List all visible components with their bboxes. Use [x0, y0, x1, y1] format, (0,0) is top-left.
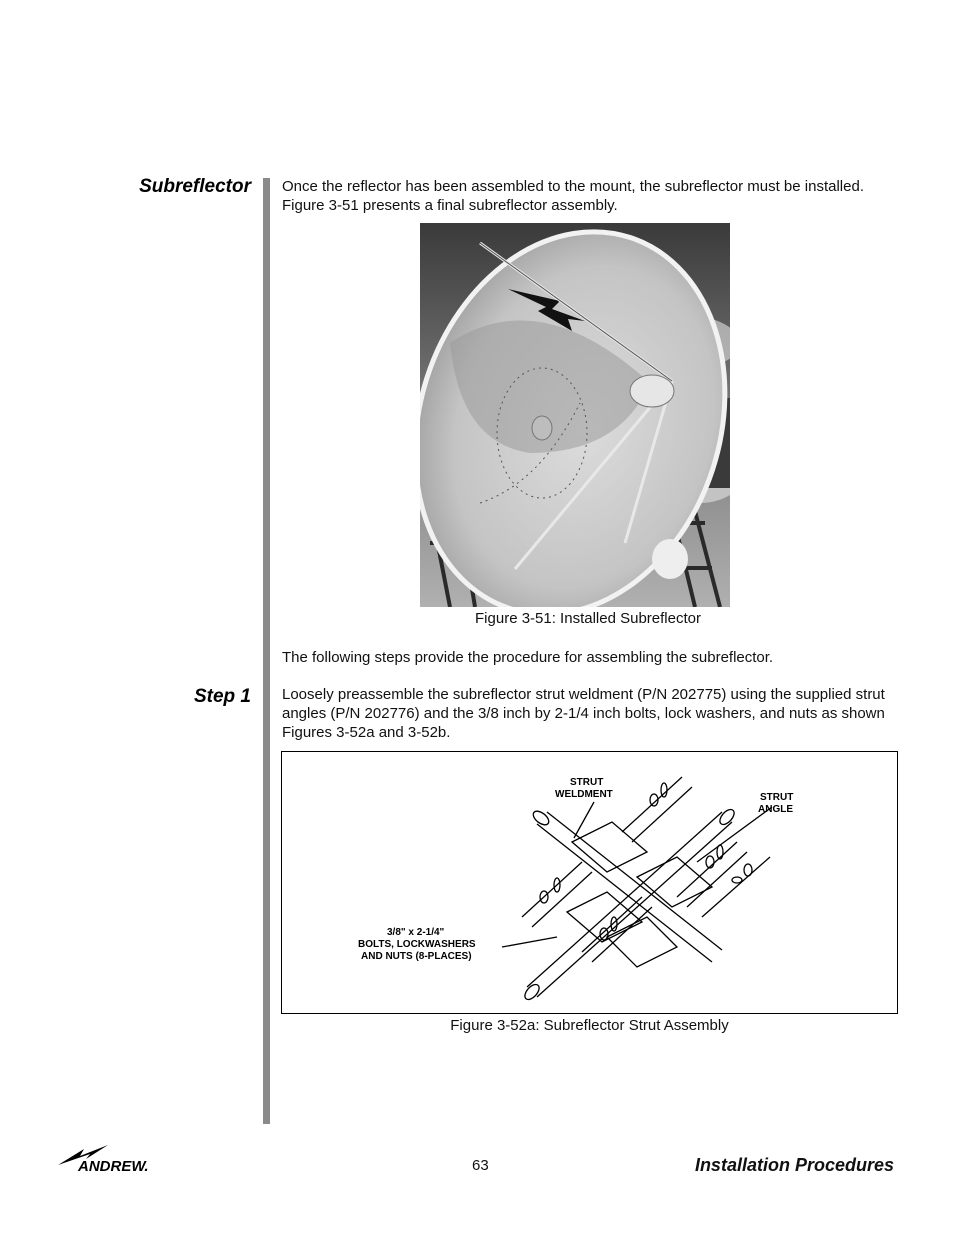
section-heading-step-1: Step 1 — [193, 686, 251, 707]
margin-rule — [263, 178, 270, 1124]
label-bolts-count: AND NUTS (8-PLACES) — [361, 951, 472, 962]
label-bolts-desc: BOLTS, LOCKWASHERS — [358, 939, 476, 950]
intro-paragraph: Once the reflector has been assembled to the mount, the subreflector must be installed. Figure 3-51 presents a final subreflector assembly. — [282, 178, 864, 214]
label-bolts-size: 3/8" x 2-1/4" — [387, 927, 445, 938]
figure-3-51-caption: Figure 3-51: Installed Subreflector — [475, 610, 701, 627]
label-strut-angle-2: ANGLE — [758, 804, 793, 815]
procedure-paragraph: The following steps provide the procedure for assembling the subreflector. — [282, 649, 774, 666]
section-heading-subreflector: Subreflector — [139, 176, 251, 197]
strut-assembly-diagram — [281, 751, 898, 1014]
page-number: 63 — [472, 1157, 489, 1174]
label-strut-weldment-2: WELDMENT — [555, 789, 613, 800]
label-strut-weldment: STRUT — [570, 777, 604, 788]
label-strut-angle: STRUT — [760, 792, 794, 803]
footer-section-title: Installation Procedures — [694, 1155, 894, 1175]
svg-text:ANDREW.: ANDREW. — [78, 1158, 149, 1175]
andrew-logo — [56, 1143, 171, 1175]
figure-3-52a-caption: Figure 3-52a: Subreflector Strut Assembly — [450, 1017, 729, 1034]
step-1-paragraph: Loosely preassemble the subreflector strut weldment (P/N 202775) using the supplied strut angles (P/N 202776) and the 3/8 inch by 2-1/4 inch bolts, lock washers, and nuts as shown Figures 3-52a and 3-52b. — [282, 686, 885, 741]
subreflector-photo — [420, 223, 730, 607]
